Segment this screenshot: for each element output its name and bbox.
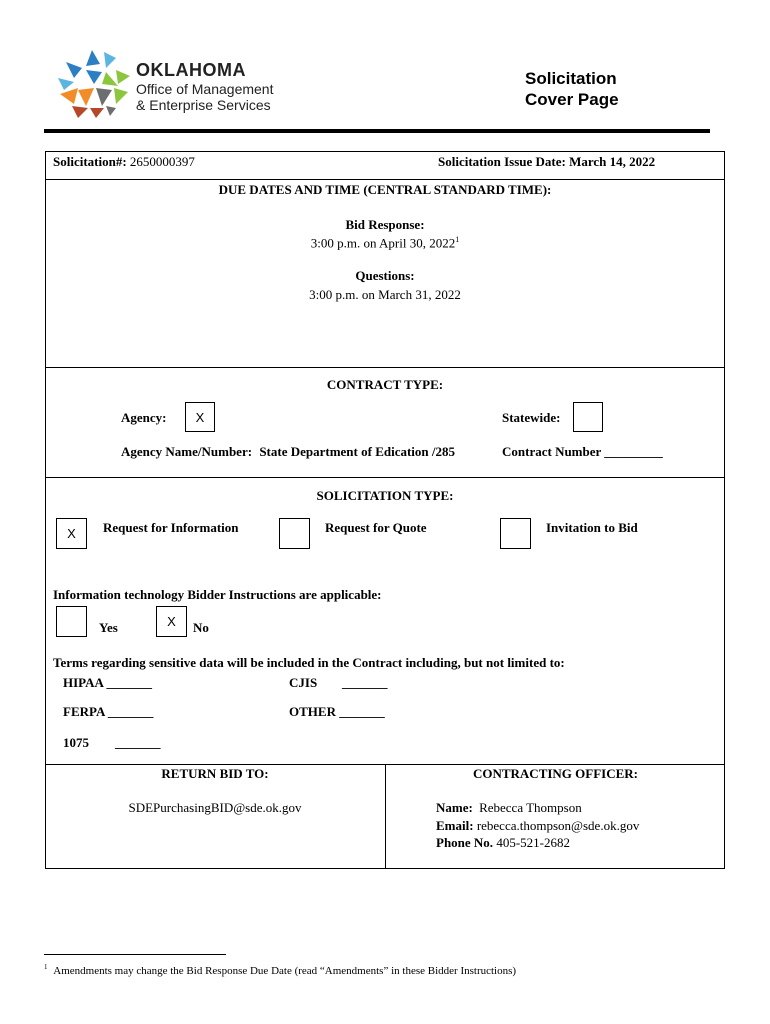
sensitive-data-terms: Terms regarding sensitive data will be included in the Contract including, but not limited to: [53,655,565,670]
officer-name-row [436,800,582,816]
star-logo-icon [56,48,134,120]
agency-name-row [121,444,455,460]
rfq-checkbox[interactable] [279,518,310,549]
n1075-label: 1075 [63,735,89,750]
itb-label: Invitation to Bid [546,520,638,535]
solicitation-number-label: Solicitation#: [53,154,127,169]
due-dates-heading: DUE DATES AND TIME (CENTRAL STANDARD TIME): [218,182,552,197]
footnote-ref: 1 [455,235,460,244]
statewide-checkbox[interactable] [573,402,603,432]
page-title-line1: Solicitation [525,69,617,88]
officer-name: Rebecca Thompson [479,800,582,815]
agency-name-value: State Department of Edication /285 [259,444,456,459]
n1075-blank: _______ [115,735,161,750]
footnote-number: 1 [44,963,48,971]
bid-response-label: Bid Response: [345,217,425,232]
divider-info [45,179,725,180]
questions-time: 3:00 p.m. on March 31, 2022 [309,287,461,302]
itb-checkbox[interactable] [500,518,531,549]
questions-label: Questions: [355,268,415,283]
issue-date-label: Solicitation Issue Date: [438,154,566,169]
solicitation-number: 2650000397 [129,154,195,169]
agency-label: Agency: [121,410,167,425]
bid-response-time-row [45,235,725,251]
rfq-label: Request for Quote [325,520,427,535]
footnote [44,963,516,977]
rfi-checkbox[interactable]: X [56,518,87,549]
officer-phone: 405-521-2682 [496,835,570,850]
return-bid-email[interactable]: SDEPurchasingBID@sde.ok.gov [128,800,302,815]
statewide-label: Statewide: [502,410,561,425]
contract-number: Contract Number _________ [502,444,663,459]
officer-name-label: Name: [436,800,473,815]
header-rule [44,129,710,133]
officer-email-row [436,818,639,834]
footnote-rule [44,954,226,955]
logo-name: OKLAHOMA [136,60,246,80]
contracting-officer-heading: CONTRACTING OFFICER: [472,766,639,781]
officer-phone-label: Phone No. [436,835,494,850]
cjis-blank: _______ [342,675,388,690]
page-title-line2: Cover Page [525,90,619,109]
solicitation-number-row [53,154,195,170]
other-field: OTHER _______ [289,704,385,719]
officer-phone-row [436,835,570,851]
it-yes-checkbox[interactable] [56,606,87,637]
divider-contract [45,477,725,478]
agency-logo [56,48,306,120]
hipaa-field: HIPAA _______ [63,675,152,690]
it-yes-label: Yes [99,620,118,635]
agency-checkbox[interactable]: X [185,402,215,432]
issue-date: March 14, 2022 [569,154,656,169]
return-bid-heading: RETURN BID TO: [161,766,269,781]
footnote-text: Amendments may change the Bid Response Due Date (read “Amendments” in these Bidder Instructions) [53,964,517,977]
officer-email-label: Email: [436,818,474,833]
cjis-label: CJIS [289,675,318,690]
it-no-label: No [193,620,209,635]
rfi-label: Request for Information [103,520,239,535]
ferpa-field: FERPA _______ [63,704,154,719]
it-instructions-question: Information technology Bidder Instructions are applicable: [53,587,382,602]
logo-line3: & Enterprise Services [136,97,271,113]
contract-type-heading: CONTRACT TYPE: [326,377,444,392]
solicitation-type-heading: SOLICITATION TYPE: [316,488,454,503]
officer-email[interactable]: rebecca.thompson@sde.ok.gov [476,818,640,833]
logo-line2: Office of Management [136,81,274,97]
agency-name-label: Agency Name/Number: [121,444,253,459]
it-no-checkbox[interactable]: X [156,606,187,637]
divider-due [45,367,725,368]
form-frame [45,151,725,869]
issue-date-row [438,154,655,170]
bid-response-time: 3:00 p.m. on April 30, 2022 [310,235,456,251]
